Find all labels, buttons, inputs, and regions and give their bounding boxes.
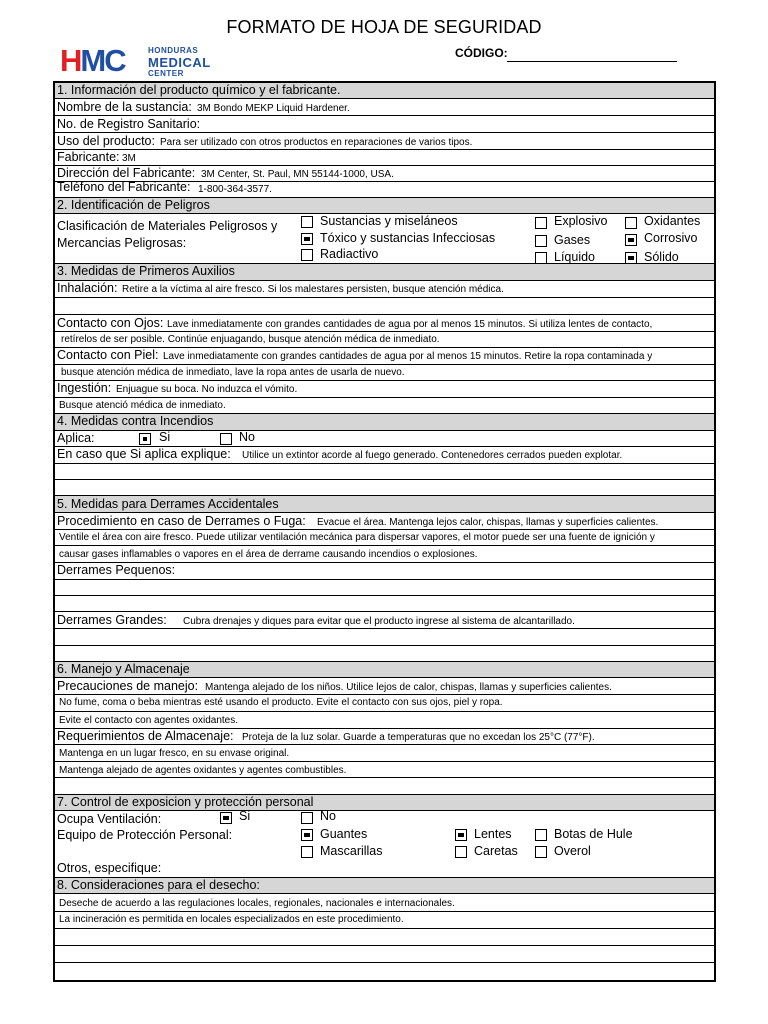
row-pequenos-blank-2[interactable] bbox=[55, 596, 714, 612]
row-precauciones-3 bbox=[55, 712, 714, 729]
checkbox-radiactivo[interactable] bbox=[301, 249, 313, 261]
safety-form bbox=[53, 81, 716, 982]
row-aplica bbox=[55, 431, 714, 447]
direccion-value[interactable]: 3M Center, St. Paul, MN 55144-1000, USA. bbox=[201, 169, 394, 180]
checkbox-toxico[interactable] bbox=[301, 233, 313, 245]
fabricante-value[interactable]: 3M bbox=[122, 153, 136, 164]
opt-guantes-label: Guantes bbox=[320, 827, 368, 841]
otros-label: Otros, especifique: bbox=[57, 861, 162, 875]
checkbox-explosivo[interactable] bbox=[535, 217, 547, 229]
piel-label: Contacto con Piel: bbox=[57, 348, 159, 362]
ventilacion-si-label: Si bbox=[239, 809, 251, 823]
checkbox-caretas[interactable] bbox=[455, 846, 467, 858]
checkbox-lentes[interactable] bbox=[455, 829, 467, 841]
row-grandes-blank-2[interactable] bbox=[55, 646, 714, 662]
telefono-label: Teléfono del Fabricante: bbox=[57, 180, 191, 194]
checkbox-ventilacion-no[interactable] bbox=[301, 812, 313, 824]
requerimientos-label: Requerimientos de Almacenaje: bbox=[57, 729, 234, 743]
opt-toxico-label: Tóxico y sustancias Infecciosas bbox=[320, 231, 496, 245]
section8-heading: 8. Consideraciones para el desecho: bbox=[57, 878, 260, 892]
epp-label: Equipo de Protección Personal: bbox=[57, 828, 233, 842]
section4-heading: 4. Medidas contra Incendios bbox=[57, 414, 214, 428]
opt-explosivo-label: Explosivo bbox=[554, 214, 608, 228]
logo-line3: CENTER bbox=[148, 69, 184, 78]
row-inhalacion-blank[interactable] bbox=[55, 298, 714, 315]
row-pequenos-blank-1[interactable] bbox=[55, 580, 714, 596]
row-pequenos bbox=[55, 563, 714, 580]
grandes-value[interactable]: Cubra drenajes y diques para evitar que el producto ingrese al sistema de alcantarillado. bbox=[183, 616, 575, 627]
section8-header bbox=[55, 878, 714, 894]
nombre-label: Nombre de la sustancia: bbox=[57, 100, 192, 114]
pequenos-label: Derrames Pequenos: bbox=[57, 563, 176, 577]
checkbox-corrosivo[interactable] bbox=[625, 234, 637, 246]
nombre-value[interactable]: 3M Bondo MEKP Liquid Hardener. bbox=[197, 103, 350, 114]
row-procedimiento bbox=[55, 513, 714, 530]
row-requerimientos-3 bbox=[55, 762, 714, 778]
inhalacion-value[interactable]: Retire a la víctima al aire fresco. Si los malestares persisten, busque atención médica. bbox=[122, 284, 504, 295]
row-requerimientos-2 bbox=[55, 745, 714, 762]
checkbox-aplica-no[interactable] bbox=[220, 433, 232, 445]
logo-line1: HONDURAS bbox=[148, 46, 199, 55]
requerimientos-value-1[interactable]: Proteja de la luz solar. Guarde a temperaturas que no excedan los 25°C (77°F). bbox=[242, 732, 595, 743]
grandes-label: Derrames Grandes: bbox=[57, 613, 167, 627]
codigo-field[interactable] bbox=[507, 61, 677, 62]
requerimientos-value-2[interactable]: Mantenga en un lugar fresco, en su envase original. bbox=[59, 748, 290, 759]
section6-header bbox=[55, 662, 714, 678]
opt-sustancias-label: Sustancias y miseláneos bbox=[320, 214, 458, 228]
ventilacion-no-label: No bbox=[320, 809, 336, 823]
checkbox-guantes[interactable] bbox=[301, 829, 313, 841]
section6-heading: 6. Manejo y Almacenaje bbox=[57, 662, 190, 676]
section3-heading: 3. Medidas de Primeros Auxilios bbox=[57, 264, 235, 278]
ingestion-value-1[interactable]: Enjuague su boca. No induzca el vómito. bbox=[116, 384, 298, 395]
row-caso bbox=[55, 447, 714, 464]
registro-label: No. de Registro Sanitario: bbox=[57, 117, 201, 131]
form-title: FORMATO DE HOJA DE SEGURIDAD bbox=[226, 17, 542, 37]
opt-corrosivo-label: Corrosivo bbox=[644, 231, 698, 245]
clasif-label-line1: Clasificación de Materiales Peligrosos y bbox=[57, 219, 278, 233]
row-ingestion bbox=[55, 381, 714, 398]
row-piel-2 bbox=[55, 365, 714, 381]
row-precauciones bbox=[55, 678, 714, 695]
opt-gases-label: Gases bbox=[554, 233, 591, 247]
row-clasificacion bbox=[55, 214, 714, 264]
logo-hmc-letters: HMC bbox=[60, 43, 125, 78]
checkbox-botas[interactable] bbox=[535, 829, 547, 841]
codigo-label: CÓDIGO: bbox=[455, 46, 508, 60]
row-caso-blank-2[interactable] bbox=[55, 480, 714, 496]
inhalacion-label: Inhalación: bbox=[57, 281, 118, 295]
aplica-si-label: Si bbox=[159, 430, 171, 444]
row-control bbox=[55, 811, 714, 878]
row-nombre bbox=[55, 99, 714, 116]
row-requerimientos-blank[interactable] bbox=[55, 778, 714, 795]
aplica-label: Aplica: bbox=[57, 431, 95, 445]
row-ojos bbox=[55, 315, 714, 332]
row-procedimiento-2 bbox=[55, 530, 714, 546]
opt-radiactivo-label: Radiactivo bbox=[320, 247, 379, 261]
procedimiento-value-2[interactable]: Ventile el área con aire fresco. Puede utilizar ventilación mecánica para dispersar vapores, el motor puede ser una fuente de ignición y bbox=[59, 532, 655, 543]
row-desecho-blank-2[interactable] bbox=[55, 946, 714, 963]
fabricante-label: Fabricante: bbox=[57, 150, 120, 164]
row-desecho-blank-1[interactable] bbox=[55, 929, 714, 946]
desecho-value-2[interactable]: La incineración es permitida en locales especializados en este procedimiento. bbox=[59, 914, 404, 925]
section2-heading: 2. Identificación de Peligros bbox=[57, 198, 210, 212]
hmc-logo bbox=[60, 44, 230, 78]
checkbox-sustancias[interactable] bbox=[301, 216, 313, 228]
row-registro bbox=[55, 116, 714, 133]
ojos-value-2[interactable]: retírelos de ser posible. Continúe enjuagando, busque atención médica de inmediato. bbox=[61, 334, 440, 345]
uso-label: Uso del producto: bbox=[57, 134, 155, 148]
row-ojos-2 bbox=[55, 332, 714, 348]
row-ingestion-2 bbox=[55, 398, 714, 414]
piel-value-1[interactable]: Lave inmediatamente con grandes cantidades de agua por al menos 15 minutos. Retire la ropa contaminada y bbox=[163, 351, 653, 362]
opt-liquido-label: Líquido bbox=[554, 250, 596, 264]
requerimientos-value-3[interactable]: Mantenga alejado de agentes oxidantes y agentes combustibles. bbox=[59, 765, 347, 776]
section1-heading: 1. Información del producto químico y el fabricante. bbox=[57, 83, 341, 97]
section3-header bbox=[55, 264, 714, 281]
opt-solido-label: Sólido bbox=[644, 250, 679, 264]
opt-mascarillas-label: Mascarillas bbox=[320, 844, 383, 858]
checkbox-liquido[interactable] bbox=[535, 252, 547, 264]
section7-heading: 7. Control de exposicion y protección personal bbox=[57, 795, 314, 809]
desecho-value-1[interactable]: Deseche de acuerdo a las regulaciones locales, regionales, nacionales e internacionales. bbox=[59, 898, 455, 909]
caso-value[interactable]: Utilice un extintor acorde al fuego generado. Contenedores cerrados pueden explotar. bbox=[242, 450, 623, 461]
row-desecho-1 bbox=[55, 894, 714, 912]
section5-heading: 5. Medidas para Derrames Accidentales bbox=[57, 497, 279, 511]
logo-line2: MEDICAL bbox=[148, 55, 211, 70]
section1-header bbox=[55, 83, 714, 99]
row-inhalacion bbox=[55, 281, 714, 298]
section5-header bbox=[55, 496, 714, 513]
ojos-label: Contacto con Ojos: bbox=[57, 316, 164, 330]
aplica-no-label: No bbox=[239, 430, 255, 444]
precauciones-value-3[interactable]: Evite el contacto con agentes oxidantes. bbox=[59, 715, 239, 726]
precauciones-value-1[interactable]: Mantenga alejado de los niños. Utilice lejos de calor, chispas, llamas y superficies calientes. bbox=[205, 682, 612, 693]
procedimiento-value-1[interactable]: Evacue el área. Mantenga lejos calor, chispas, llamas y superficies calientes. bbox=[317, 517, 659, 528]
procedimiento-label: Procedimiento en caso de Derrames o Fuga: bbox=[57, 514, 306, 528]
precauciones-value-2[interactable]: No fume, coma o beba mientras esté usando el producto. Evite el contacto con sus ojos, piel y ropa. bbox=[59, 697, 503, 708]
row-telefono bbox=[55, 182, 714, 198]
checkbox-oxidantes[interactable] bbox=[625, 217, 637, 229]
caso-label: En caso que Si aplica explique: bbox=[57, 447, 231, 461]
row-precauciones-2 bbox=[55, 695, 714, 712]
row-grandes-blank-1[interactable] bbox=[55, 629, 714, 646]
section4-header bbox=[55, 414, 714, 431]
row-fabricante bbox=[55, 150, 714, 166]
ingestion-label: Ingestión: bbox=[57, 381, 112, 395]
telefono-value[interactable]: 1-800-364-3577. bbox=[198, 184, 272, 195]
row-grandes bbox=[55, 612, 714, 629]
section2-header bbox=[55, 198, 714, 214]
ojos-value-1[interactable]: Lave inmediatamente con grandes cantidades de agua por al menos 15 minutos. Si utiliza lentes de contacto, bbox=[167, 319, 653, 330]
row-requerimientos bbox=[55, 729, 714, 745]
opt-caretas-label: Caretas bbox=[474, 844, 518, 858]
piel-value-2[interactable]: busque atención médica de inmediato, lave la ropa antes de usarla de nuevo. bbox=[61, 367, 405, 378]
logo-text bbox=[148, 46, 211, 79]
opt-oxidantes-label: Oxidantes bbox=[644, 214, 701, 228]
section7-header bbox=[55, 795, 714, 811]
checkbox-overol[interactable] bbox=[535, 846, 547, 858]
checkbox-ventilacion-si[interactable] bbox=[220, 812, 232, 824]
opt-overol-label: Overol bbox=[554, 844, 591, 858]
checkbox-gases[interactable] bbox=[535, 235, 547, 247]
direccion-label: Dirección del Fabricante: bbox=[57, 166, 196, 180]
ingestion-value-2[interactable]: Busque atenció médica de inmediato. bbox=[59, 400, 226, 411]
opt-botas-label: Botas de Hule bbox=[554, 827, 633, 841]
row-uso bbox=[55, 133, 714, 150]
checkbox-solido[interactable] bbox=[625, 252, 637, 264]
procedimiento-value-3[interactable]: causar gases inflamables o vapores en el área de derrame causando incendios o explosiones. bbox=[59, 549, 478, 560]
checkbox-aplica-si[interactable] bbox=[139, 433, 151, 445]
ventilacion-label: Ocupa Ventilación: bbox=[57, 812, 162, 826]
row-caso-blank-1[interactable] bbox=[55, 464, 714, 480]
uso-value[interactable]: Para ser utilizado con otros productos en reparaciones de varios tipos. bbox=[160, 137, 473, 148]
opt-lentes-label: Lentes bbox=[474, 827, 512, 841]
row-piel bbox=[55, 348, 714, 365]
precauciones-label: Precauciones de manejo: bbox=[57, 679, 199, 693]
clasif-label-line2: Mercancias Peligrosas: bbox=[57, 236, 187, 250]
row-desecho-2 bbox=[55, 912, 714, 929]
checkbox-mascarillas[interactable] bbox=[301, 846, 313, 858]
row-procedimiento-3 bbox=[55, 546, 714, 563]
